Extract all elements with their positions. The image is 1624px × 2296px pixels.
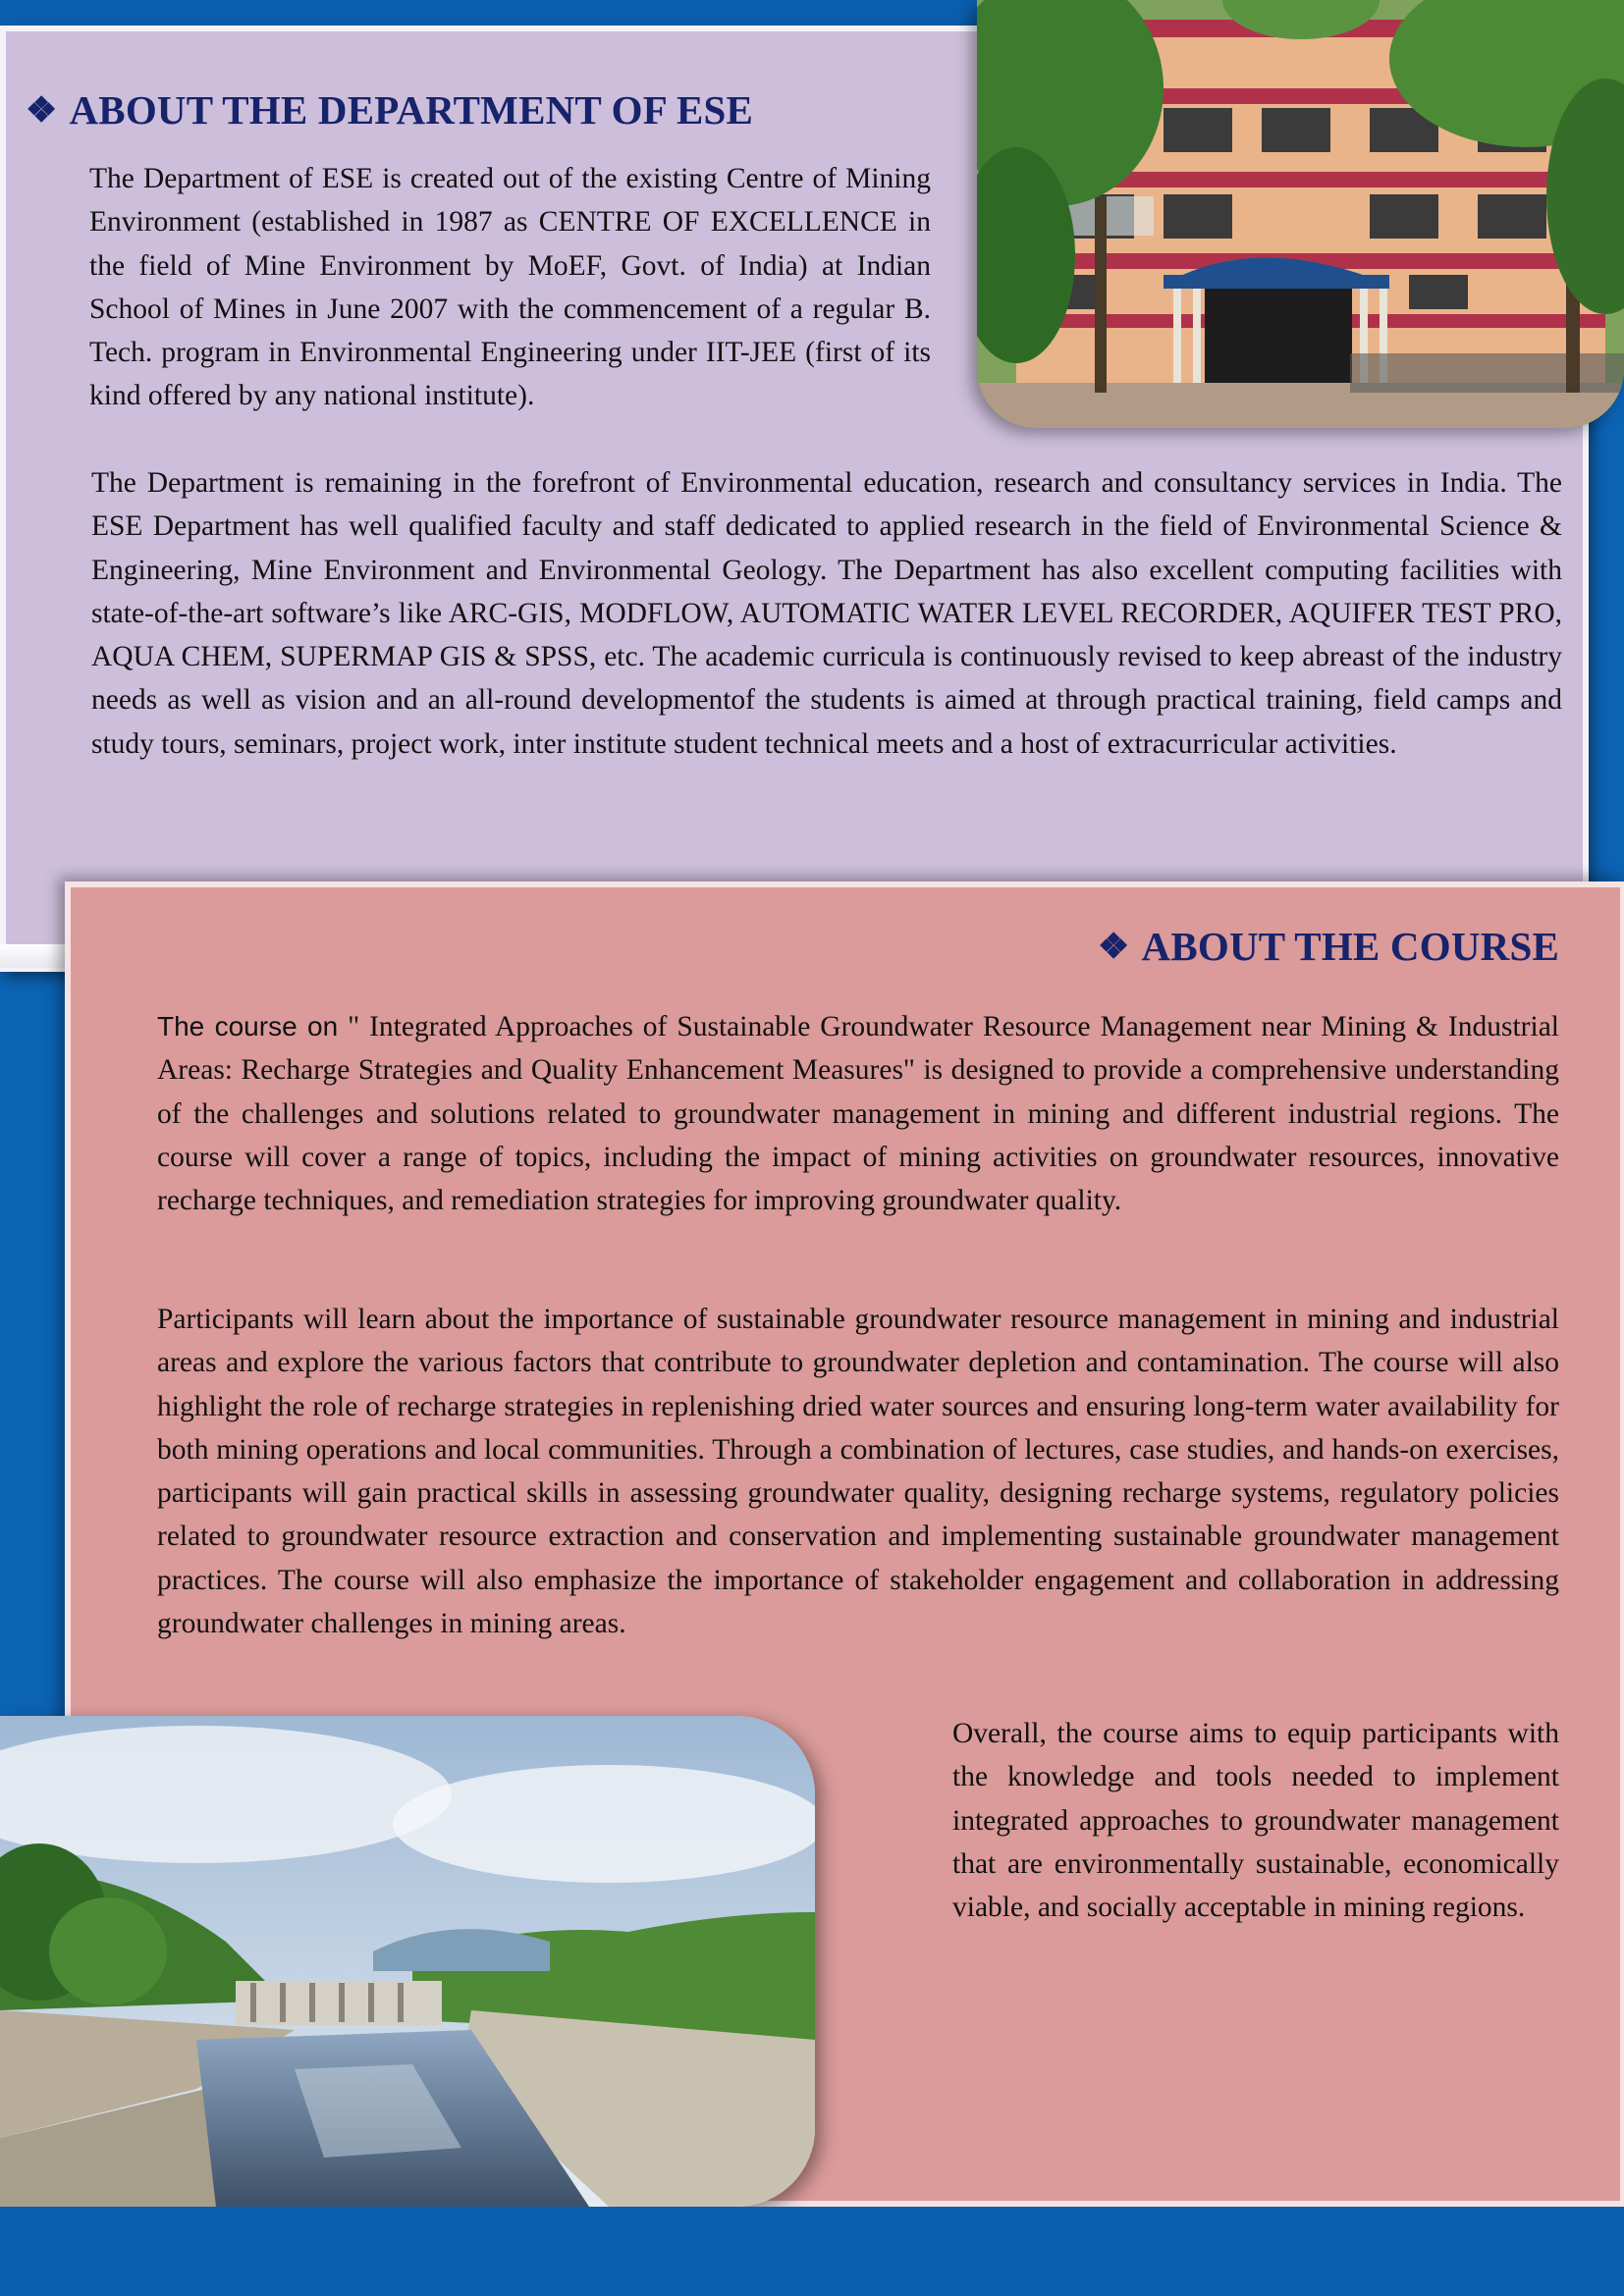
course-paragraph-1-lead: The course on: [157, 1011, 339, 1041]
course-heading-text: ABOUT THE COURSE: [1141, 924, 1559, 969]
department-paragraph-2: The Department is remaining in the forefront of Environmental education, research and consultancy services in India. The ESE Department has well qualified faculty and staff dedicated to applied research in the field of Environmental Science & Engineering, Mine Environment and Environmental Geology. The Department has also excellent computing facilities with state-of-the-art software’s like ARC-GIS, MODFLOW, AUTOMATIC WATER LEVEL RECORDER, AQUIFER TEST PRO, AQUA CHEM, SUPERMAP GIS & SPSS, etc. The academic curricula is continuously revised to keep abreast of the industry needs as well as vision and an all-round developmentof the students is aimed at through practical training, field camps and study tours, seminars, project work, inter institute student technical meets and a host of extracurricular activities.: [91, 467, 1562, 760]
diamond-bullet-icon: ❖: [26, 90, 58, 130]
dam-river-photo: [0, 1716, 815, 2207]
course-paragraph-1: [157, 1005, 1559, 1222]
building-illustration: [977, 0, 1624, 428]
course-paragraph-3: Overall, the course aims to equip participants with the knowledge and tools needed to implement integrated approaches to groundwater management that are environmentally sustainable, economically viable, and socially acceptable in mining regions.: [952, 1718, 1559, 1924]
department-building-photo: [977, 0, 1624, 428]
course-paragraph-2: Participants will learn about the importance of sustainable groundwater resource management in mining and industrial areas and explore the various factors that contribute to groundwater depletion and contamination. The course will also highlight the role of recharge strategies in replenishing dried water sources and ensuring long-term water availability for both mining operations and local communities. Through a combination of lectures, case studies, and hands-on exercises, participants will gain practical skills in assessing groundwater quality, designing recharge systems, regulatory policies related to groundwater resource extraction and conservation and implementing sustainable groundwater management practices. The course will also emphasize the importance of stakeholder engagement and collaboration in addressing groundwater challenges in mining areas.: [157, 1304, 1559, 1640]
diamond-bullet-icon: ❖: [1098, 927, 1130, 966]
dam-illustration: [0, 1716, 815, 2207]
course-heading: [1098, 923, 1559, 970]
department-heading: [26, 86, 753, 133]
department-paragraph-1: The Department of ESE is created out of the existing Centre of Mining Environment (established in 1987 as CENTRE OF EXCELLENCE in the field of Mine Environment by MoEF, Govt. of India) at Indian School of Mines in June 2007 with the commencement of a regular B. Tech. program in Environmental Engineering under IIT-JEE (first of its kind offered by any national institute).: [89, 163, 931, 412]
department-heading-text: ABOUT THE DEPARTMENT OF ESE: [69, 87, 754, 133]
course-paragraph-1-rest: " Integrated Approaches of Sustainable Groundwater Resource Management near Mining & Industrial Areas: Recharge Strategies and Quality Enhancement Measures" is designed to provide a comprehensive understanding of the challenges and solutions related to groundwater management in mining and different industrial regions. The course will cover a range of topics, including the impact of mining activities on groundwater resources, innovative recharge techniques, and remediation strategies for improving groundwater quality.: [157, 1011, 1559, 1217]
bottom-blue-strip: [0, 2207, 1624, 2296]
